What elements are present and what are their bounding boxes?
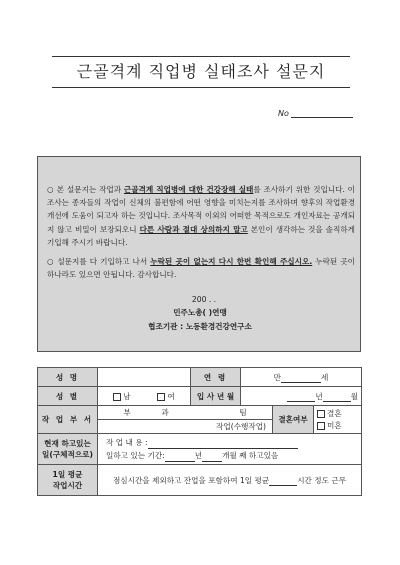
department-part: 부 — [123, 408, 131, 417]
department-label: 작 업 부 서 — [38, 406, 98, 434]
notice-paragraph-1 — [47, 183, 355, 249]
survey-date: 200 . . — [191, 295, 217, 304]
male-checkbox[interactable] — [113, 393, 121, 401]
number-field[interactable] — [291, 109, 353, 118]
notice-text: 를 조사하기 위한 것입니다. 이 조사는 종자들의 작업이 신체의 불편함에 어떤 영향을 미치는지를 조사하며 향후의 작업환경 개선에 도움이 되고자 하는 것입니다. 조사목적 이외의 어떠한 목적으로도 개인자료는 공개되지 않고 비밀이 보장되오니 — [47, 185, 355, 234]
job-period-months: 개월 째 하고있음 — [222, 451, 279, 460]
notice-text: ○ 설문지를 다 기입하고 나서 — [47, 257, 151, 266]
male-label: 남 — [123, 391, 131, 401]
department-team: 팀 — [239, 408, 247, 417]
current-job-label-line-1: 현재 하고있는 — [44, 439, 91, 448]
marital-status-options — [314, 406, 362, 434]
avg-hours-label-line-2: 작업시간 — [52, 481, 83, 490]
notice-text: 누락된 곳이 하나라도 있으면 안됩니다. 감사합니다. — [47, 257, 355, 280]
female-label: 여 — [167, 391, 175, 401]
avg-hours-unit: 시간 정도 근무 — [297, 475, 347, 485]
name-label: 성 명 — [38, 368, 98, 387]
notice-paragraph-2 — [47, 255, 355, 281]
marital-status-label: 결혼여부 — [273, 406, 314, 434]
job-period-years: 년 — [194, 451, 203, 460]
hire-date-field[interactable] — [241, 387, 362, 406]
age-field[interactable] — [241, 368, 362, 387]
department-field[interactable] — [98, 406, 273, 434]
hire-date-label: 입 사 년 월 — [191, 387, 241, 406]
name-field[interactable] — [98, 368, 191, 387]
cooperating-institution: 협조기관 : 노동환경건강연구소 — [148, 322, 252, 331]
department-division: 과 — [161, 408, 169, 417]
document-title: 근골격계 직업병 실태조사 설문지 — [52, 56, 350, 88]
notice-emphasis: 근골격계 직업병에 대한 건강장해 실태 — [123, 185, 254, 194]
age-label: 연 령 — [191, 368, 241, 387]
number-label: No — [278, 109, 289, 118]
notice-text: ○ 본 설문지는 작업과 — [47, 185, 124, 194]
month-suffix: 월 — [350, 391, 359, 401]
avg-work-hours-field[interactable] — [98, 465, 362, 496]
notice-emphasis: 누락된 곳이 없는지 다시 한번 확인해 주십시오. — [150, 257, 313, 266]
respondent-form — [37, 367, 362, 496]
year-suffix: 년 — [315, 391, 323, 401]
sex-label: 성 별 — [38, 387, 98, 406]
department-task: 작업(수행작업) — [216, 422, 267, 431]
unmarried-checkbox[interactable] — [317, 422, 325, 430]
avg-work-hours-label — [38, 465, 98, 496]
age-suffix: 세 — [321, 372, 329, 382]
avg-hours-text: 점심시간을 제외하고 잔업을 포함하여 1일 평균 — [112, 475, 270, 485]
sex-options — [98, 387, 191, 406]
notice-text: 본인이 생각하는 것을 솔직하게 기입해 주시기 바랍니다. — [47, 224, 355, 247]
job-period-label: 일하고 있는 기간: — [106, 451, 165, 460]
current-job-label — [38, 434, 98, 465]
job-content-label: 작 업 내 용 : — [106, 438, 148, 447]
married-checkbox[interactable] — [317, 410, 325, 418]
avg-hours-label-line-1: 1일 평균 — [52, 470, 83, 479]
document-number — [278, 109, 353, 118]
female-checkbox[interactable] — [157, 393, 165, 401]
married-label: 결혼 — [327, 408, 342, 418]
notice-emphasis: 다른 사람과 절대 상의하지 말고 — [139, 224, 248, 234]
age-prefix: 만 — [273, 372, 282, 382]
current-job-label-line-2: 일(구체적으로) — [42, 450, 93, 459]
unmarried-label: 미혼 — [327, 420, 342, 430]
current-job-field[interactable] — [98, 434, 362, 465]
union-name: 민주노총( )연맹 — [173, 308, 227, 317]
notice-box — [37, 156, 361, 352]
